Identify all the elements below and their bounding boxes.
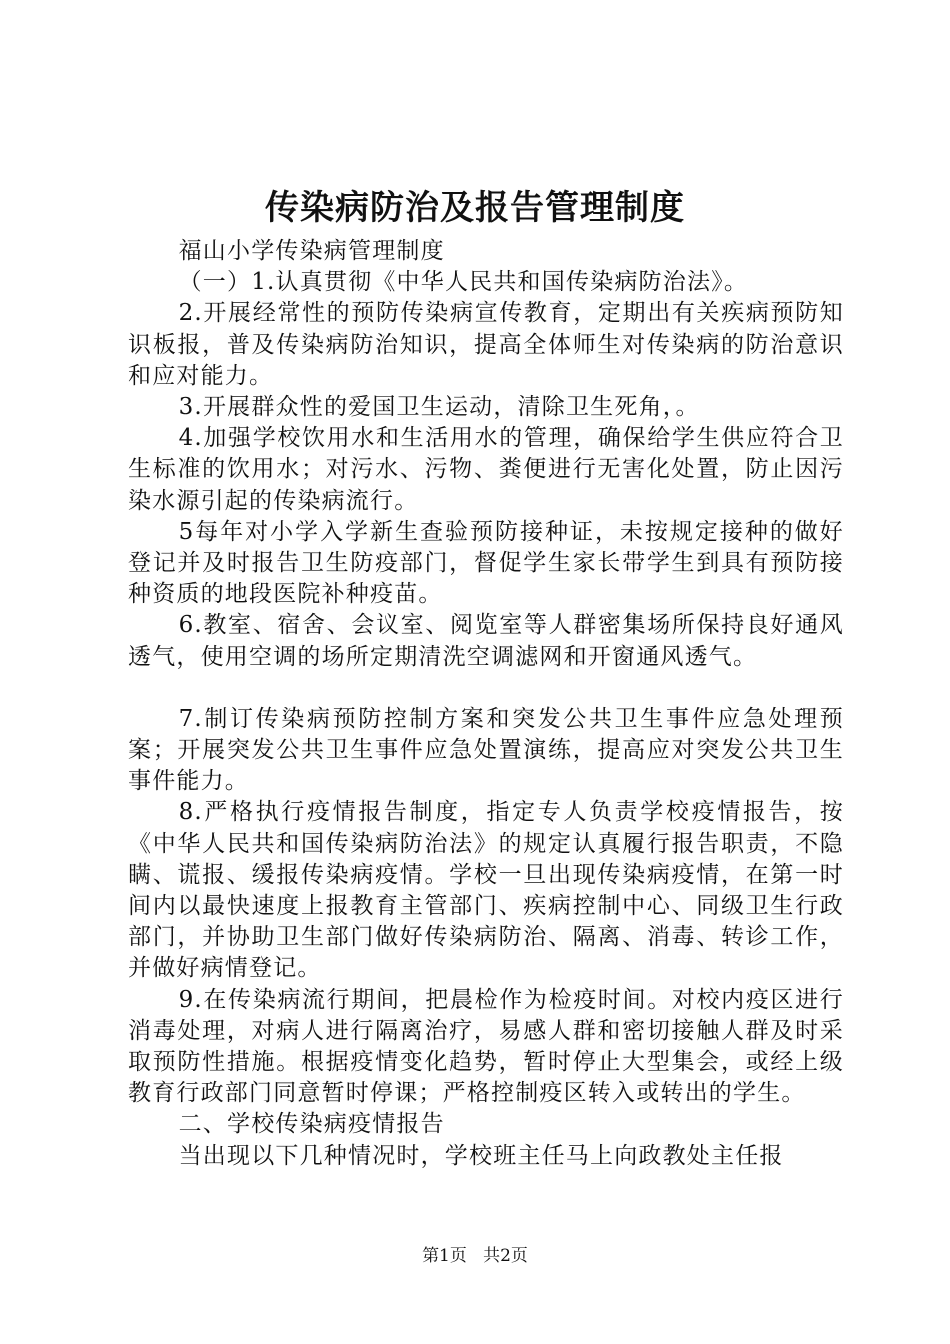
paragraph-item-2: 2.开展经常性的预防传染病宣传教育，定期出有关疾病预防知识板报，普及传染病防治知识，提高全体师生对传染病的防治意识和应对能力。 bbox=[128, 300, 844, 389]
document-body bbox=[128, 236, 844, 1172]
paragraph-item-9: 9.在传染病流行期间，把晨检作为检疫时间。对校内疫区进行消毒处理，对病人进行隔离治疗，易感人群和密切接触人群及时采取预防性措施。根据疫情变化趋势，暂时停止大型集会，或经上级教育行政部门同意暂时停课；严格控制疫区转入或转出的学生。 bbox=[128, 986, 844, 1107]
paragraph-item-7: 7.制订传染病预防控制方案和突发公共卫生事件应急处理预案；开展突发公共卫生事件应急处置演练，提高应对突发公共卫生事件能力。 bbox=[128, 705, 844, 795]
paragraph-item-6: 6.教室、宿舍、会议室、阅览室等人群密集场所保持良好通风透气，使用空调的场所定期清洗空调滤网和开窗通风透气。 bbox=[128, 612, 844, 670]
page-total: 共2页 bbox=[483, 1246, 528, 1266]
paragraph-item-8: 8.严格执行疫情报告制度，指定专人负责学校疫情报告，按《中华人民共和国传染病防治法》的规定认真履行报告职责，不隐瞒、谎报、缓报传染病疫情。学校一旦出现传染病疫情，在第一时间内以最快速度上报教育主管部门、疾病控制中心、同级卫生行政部门，并协助卫生部门做好传染病防治、隔离、消毒、转诊工作，并做好病情登记。 bbox=[128, 799, 844, 982]
paragraph-school-policy-heading: 福山小学传染病管理制度 bbox=[178, 238, 445, 264]
paragraph-report-conditions: 当出现以下几种情况时，学校班主任马上向政教处主任报 bbox=[178, 1142, 784, 1169]
page-separator bbox=[472, 1246, 477, 1266]
paragraph-item-3: 3.开展群众性的爱国卫生运动，清除卫生死角，。 bbox=[178, 394, 700, 421]
page-number: 第1页 bbox=[422, 1246, 467, 1266]
paragraph-item-4: 4.加强学校饮用水和生活用水的管理，确保给学生供应符合卫生标准的饮用水；对污水、污物、粪便进行无害化处置，防止因污染水源引起的传染病流行。 bbox=[128, 425, 844, 514]
section-heading-epidemic-report: 二、学校传染病疫情报告 bbox=[178, 1111, 445, 1138]
paragraph-item-5: 5每年对小学入学新生查验预防接种证，未按规定接种的做好登记并及时报告卫生防疫部门，督促学生家长带学生到具有预防接种资质的地段医院补种疫苗。 bbox=[128, 518, 844, 608]
paragraph-item-1: （一）1.认真贯彻《中华人民共和国传染病防治法》。 bbox=[178, 269, 749, 296]
page-footer bbox=[0, 1245, 950, 1267]
document-title: 传染病防治及报告管理制度 bbox=[265, 188, 685, 228]
